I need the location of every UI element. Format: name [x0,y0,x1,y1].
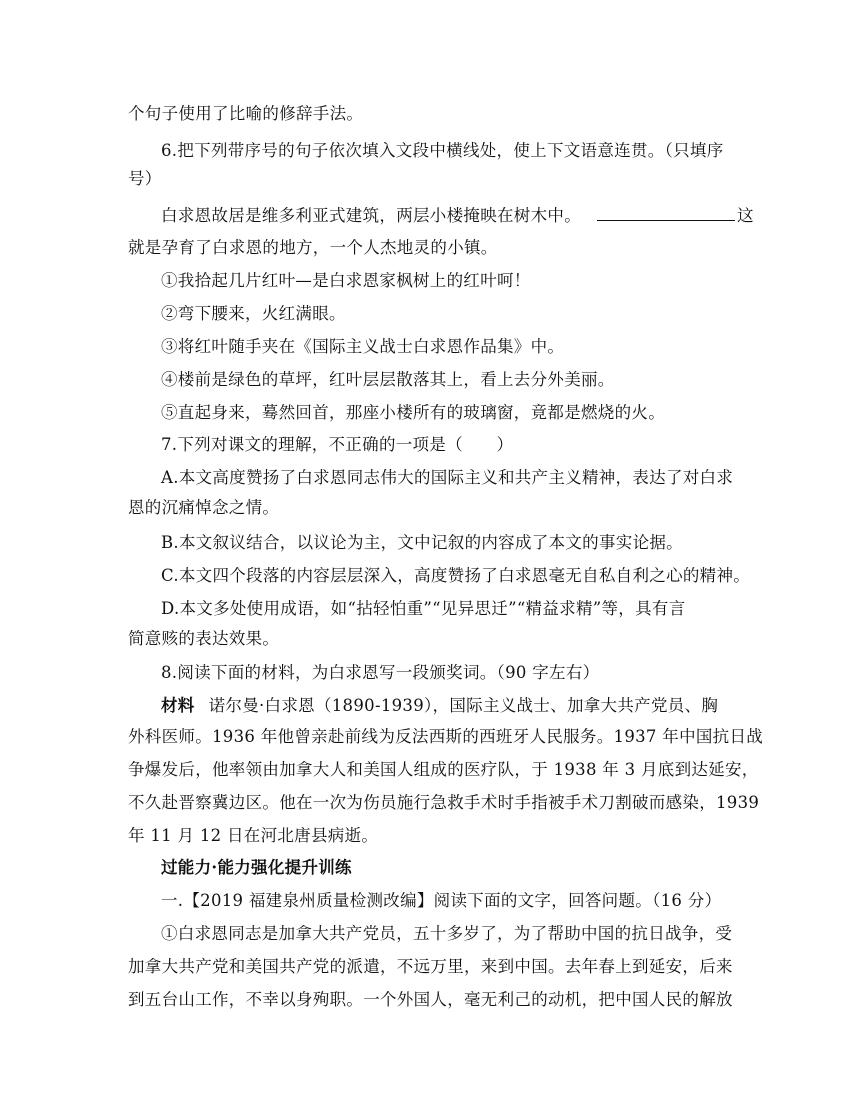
passage-line: ①白求恩同志是加拿大共产党员，五十多岁了，为了帮助中国的抗日战争，受 [161,924,733,943]
material-line [161,696,718,716]
question-8: 8.阅读下面的材料，为白求恩写一段颁奖词。（90 字左右） [161,663,600,682]
option-2: ②弯下腰来，火红满眼。 [161,304,346,323]
text-line: 外科医师。1936 年他曾亲赴前线为反法西斯的西班牙人民服务。1937 年中国抗日战 [128,727,764,746]
choice-b: B.本文叙议结合，以议论为主，文中记叙的内容成了本文的事实论据。 [161,533,683,552]
text-line: 争爆发后，他率领由加拿大人和美国人组成的医疗队，于 1938 年 3 月底到达延安， [128,760,759,779]
choice-d: D.本文多处使用成语，如“拈轻怕重”“见异思迁”“精益求精”等，具有言 [161,599,686,618]
material-text: 诺尔曼·白求恩（1890-1939），国际主义战士、加拿大共产党员、胸 [208,696,719,715]
text-line: 号） [128,169,162,188]
choice-a: A.本文高度赞扬了白求恩同志伟大的国际主义和共产主义精神，表达了对白求 [161,468,734,487]
text-line: 年 11 月 12 日在河北唐县病逝。 [128,826,379,845]
material-label: 材料 [161,696,195,715]
section-heading: 过能力·能力强化提升训练 [161,858,352,877]
passage-line: 加拿大共产党和美国共产党的派遣，不远万里，来到中国。去年春上到延安，后来 [128,957,733,976]
passage-line: 到五台山工作，不幸以身殉职。一个外国人，毫无利己的动机，把中国人民的解放 [128,990,733,1009]
reading-question: 一.【2019 福建泉州质量检测改编】阅读下面的文字，回答问题。（16 分） [161,891,722,910]
question-6: 6.把下列带序号的句子依次填入文段中横线处，使上下文语意连贯。（只填序 [161,141,724,160]
option-5: ⑤直起身来，蓦然回首，那座小楼所有的玻璃窗，竟都是燃烧的火。 [161,403,665,422]
text-line: 就是孕育了白求恩的地方，一个人杰地灵的小镇。 [128,238,498,257]
text-line: 简意赅的表达效果。 [128,629,280,648]
choice-c: C.本文四个段落的内容层层深入，高度赞扬了白求恩毫无自私自利之心的精神。 [161,566,751,585]
question-7: 7.下列对课文的理解，不正确的一项是（ ） [161,435,514,454]
passage-line [161,206,754,226]
option-4: ④楼前是绿色的草坪，红叶层层散落其上，看上去分外美丽。 [161,370,615,389]
text-line: 不久赴晋察冀边区。他在一次为伤员施行急救手术时手指被手术刀割破而感染，1939 [128,793,760,812]
option-3: ③将红叶随手夹在《国际主义战士白求恩作品集》中。 [161,337,565,356]
text-line: 个句子使用了比喻的修辞手法。 [128,104,364,123]
option-1: ①我拾起几片红叶—是白求恩家枫树上的红叶呵！ [161,271,531,290]
text-line: 恩的沉痛悼念之情。 [128,498,280,517]
passage-text: 这 [737,206,754,225]
fill-blank[interactable] [597,206,735,221]
passage-text: 白求恩故居是维多利亚式建筑，两层小楼掩映在树木中。 [161,206,581,225]
